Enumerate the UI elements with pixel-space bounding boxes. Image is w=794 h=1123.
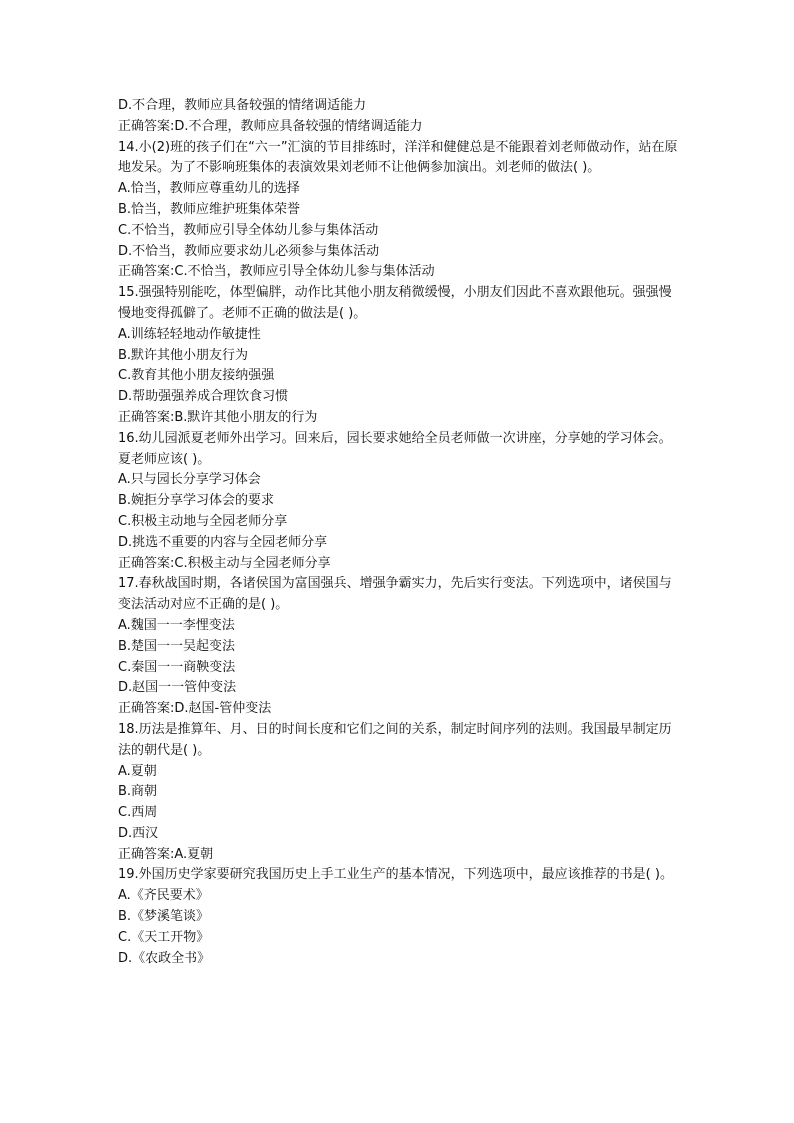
- document-page: [118, 96, 678, 969]
- option-line: D.《农政全书》: [118, 950, 211, 966]
- option-line: B.《梦溪笔谈》: [118, 909, 210, 925]
- option-line: A.恰当，教师应尊重幼儿的选择: [118, 181, 300, 197]
- option-line: C.不恰当，教师应引导全体幼儿参与集体活动: [118, 222, 379, 238]
- question-15: 15.强强特别能吃，体型偏胖，动作比其他小朋友稍微缓慢，小朋友们因此不喜欢跟他玩。强强慢慢地变得孤僻了。老师不正确的做法是( )。: [118, 285, 672, 321]
- option-line: D.西汉: [118, 825, 159, 841]
- option-line: A.夏朝: [118, 763, 157, 779]
- option-line: C.教育其他小朋友接纳强强: [118, 368, 275, 384]
- option-line: D.赵国一一管仲变法: [118, 680, 237, 696]
- question-17: 17.春秋战国时期，各诸侯国为富国强兵、增强争霸实力，先后实行变法。下列选项中，诸侯国与变法活动对应不正确的是( )。: [118, 576, 672, 613]
- answer-line: 正确答案:A.夏朝: [118, 846, 214, 862]
- question-18: 18.历法是推算年、月、日的时间长度和它们之间的关系，制定时间序列的法则。我国最早制定历法的朝代是( )。: [118, 721, 672, 758]
- answer-line: 正确答案:C.不恰当，教师应引导全体幼儿参与集体活动: [118, 264, 435, 280]
- option-line: C.西周: [118, 805, 158, 821]
- option-line: B.默许其他小朋友行为: [118, 347, 249, 363]
- option-line: C.秦国一一商鞅变法: [118, 659, 236, 675]
- option-line: D.不合理，教师应具备较强的情绪调适能力: [118, 98, 367, 113]
- answer-line: 正确答案:C.积极主动与全园老师分享: [118, 555, 331, 571]
- option-line: A.《齐民要术》: [118, 888, 209, 904]
- option-line: B.商朝: [118, 784, 158, 800]
- option-line: A.只与园长分享学习体会: [118, 472, 261, 488]
- option-line: D.挑选不重要的内容与全园老师分享: [118, 534, 328, 550]
- question-14: 14.小(2)班的孩子们在“六一”汇演的节目排练时，洋洋和健健总是不能跟着刘老师做动作，站在原地发呆。为了不影响班集体的表演效果刘老师不让他俩参加演出。刘老师的做法( )。: [118, 139, 678, 176]
- answer-line: 正确答案:B.默许其他小朋友的行为: [118, 409, 318, 425]
- option-line: B.楚国一一吴起变法: [118, 638, 236, 654]
- question-16: 16.幼儿园派夏老师外出学习。回来后，园长要求她给全员老师做一次讲座，分享她的学习体会。夏老师应该( )。: [118, 430, 672, 467]
- option-line: B.婉拒分享学习体会的要求: [118, 493, 275, 509]
- option-line: C.《天工开物》: [118, 929, 210, 945]
- option-line: D.不恰当，教师应要求幼儿必须参与集体活动: [118, 243, 380, 259]
- answer-line: 正确答案:D.不合理，教师应具备较强的情绪调适能力: [118, 118, 423, 134]
- option-line: D.帮助强强养成合理饮食习惯: [118, 389, 289, 405]
- answer-line: 正确答案:D.赵国-管仲变法: [118, 701, 272, 717]
- question-19: 19.外国历史学家要研究我国历史上手工业生产的基本情况，下列选项中，最应该推荐的书是( )。: [118, 867, 673, 883]
- option-line: A.训练轻轻地动作敏捷性: [118, 326, 261, 342]
- option-line: A.魏国一一李悝变法: [118, 617, 235, 633]
- option-line: B.恰当，教师应维护班集体荣誉: [118, 201, 301, 217]
- option-line: C.积极主动地与全园老师分享: [118, 513, 288, 529]
